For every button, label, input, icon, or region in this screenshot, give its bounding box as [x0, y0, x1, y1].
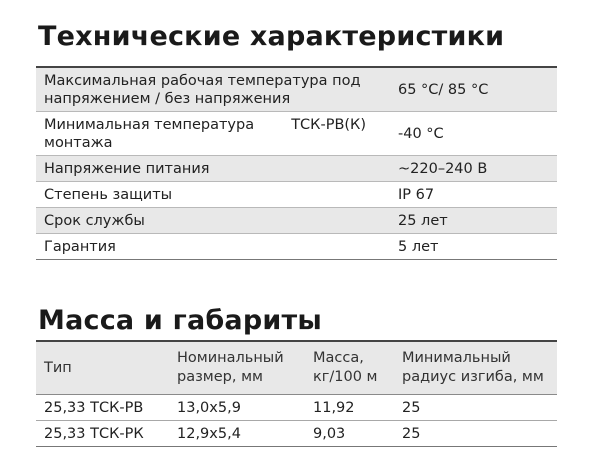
specs-note: ТСК-РВ(К): [291, 116, 366, 133]
mass-cell-radius: 25: [394, 421, 557, 447]
specs-row-warranty: [36, 234, 557, 260]
mass-col-size: Номинальный размер, мм: [169, 341, 305, 395]
specs-label: Максимальная рабочая температура под напряжением / без напряжения: [36, 67, 392, 112]
mass-cell-type: 25,33 ТСК-РВ: [36, 395, 169, 421]
specs-row-max-temp: [36, 67, 557, 112]
mass-cell-type: 25,33 ТСК-РК: [36, 421, 169, 447]
specs-label: Напряжение питания: [36, 156, 392, 182]
specs-title: Технические характеристики: [38, 21, 505, 52]
mass-table: [36, 340, 557, 447]
specs-row-min-temp: [36, 112, 557, 156]
mass-title: Масса и габариты: [38, 305, 322, 336]
mass-cell-weight: 11,92: [305, 395, 394, 421]
mass-cell-size: 13,0х5,9: [169, 395, 305, 421]
mass-cell-size: 12,9х5,4: [169, 421, 305, 447]
specs-row-lifetime: [36, 208, 557, 234]
mass-header-row: [36, 341, 557, 395]
specs-value: ~220–240 В: [392, 156, 557, 182]
mass-col-weight: Масса, кг/100 м: [305, 341, 394, 395]
mass-cell-radius: 25: [394, 395, 557, 421]
mass-col-type: Тип: [36, 341, 169, 395]
mass-col-radius: Минимальный радиус изгиба, мм: [394, 341, 557, 395]
specs-value: 25 лет: [392, 208, 557, 234]
specs-label: Гарантия: [36, 234, 392, 260]
specs-row-protection: [36, 182, 557, 208]
table-row: [36, 395, 557, 421]
specs-value: 65 °С/ 85 °С: [392, 67, 557, 112]
specs-label: Минимальная температура монтажа: [44, 116, 255, 151]
specs-row-voltage: [36, 156, 557, 182]
specs-label-cell: [36, 112, 392, 156]
specs-value: IP 67: [392, 182, 557, 208]
specs-value: -40 °С: [392, 112, 557, 156]
specs-value: 5 лет: [392, 234, 557, 260]
specs-label: Степень защиты: [36, 182, 392, 208]
table-row: [36, 421, 557, 447]
specs-table: [36, 66, 557, 260]
mass-cell-weight: 9,03: [305, 421, 394, 447]
specs-label: Срок службы: [36, 208, 392, 234]
